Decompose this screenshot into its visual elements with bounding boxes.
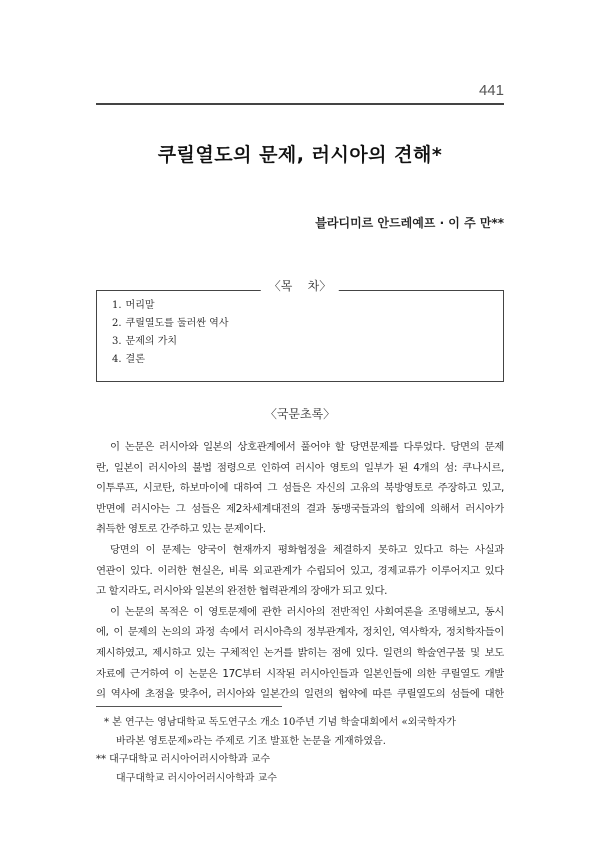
header-rule: [96, 103, 504, 105]
toc-item-label: 문제의 가치: [125, 336, 178, 347]
toc-item: [112, 315, 229, 333]
abstract-line: 반면에 러시아는 그 섬들은 제2차세계대전의 결과 동맹국들과의 합의에 의해서 러시아가: [96, 502, 504, 515]
abstract-line: 이투루프, 시코탄, 하보마이에 대하여 그 섬들은 자신의 고유의 북방영토로 주장하고 있고,: [96, 482, 504, 495]
footnotes: [96, 714, 504, 788]
page-number: 441: [478, 82, 504, 99]
toc-item-number: 1.: [112, 300, 122, 311]
toc-item: [112, 297, 229, 315]
paper-title: 쿠릴열도의 문제, 러시아의 견해*: [157, 144, 443, 166]
abstract-line: 이 논문의 목적은 이 영토문제에 관한 러시아의 전반적인 사회여론을 조명해보고, 동시: [110, 605, 504, 618]
footnote: 바라본 영토문제»라는 주제로 기조 발표한 논문을 게재하였음.: [116, 735, 386, 747]
abstract-line: 연관이 있다. 이러한 현실은, 비록 외교관계가 수립되어 있고, 경제교류가 이루어지고 있다: [96, 564, 504, 577]
abstract-line: 란, 일본이 러시아의 불법 점령으로 인하여 러시아 영토의 일부가 된 4개의 섬: 쿠나시르,: [96, 461, 504, 474]
toc-item-label: 쿠릴열도를 둘러싼 역사: [125, 318, 229, 329]
toc-item-number: 3.: [112, 336, 122, 347]
abstract-body: [96, 437, 504, 705]
toc-title: 〈목 차〉: [261, 277, 339, 294]
abstract-line: 취득한 영토로 간주하고 있는 문제이다.: [96, 523, 266, 536]
toc-item-label: 머리말: [125, 300, 155, 311]
abstract-line: 당면의 이 문제는 양국이 현재까지 평화협정을 체결하지 못하고 있다고 하는 사실과: [110, 543, 504, 556]
abstract-line: 의 역사에 초점을 맞추어, 러시아와 일본간의 일련의 협약에 따른 쿠릴열도의 섬들에 대한: [96, 688, 504, 701]
toc-item: [112, 333, 229, 351]
footnote: 대구대학교 러시아어러시아학과 교수: [116, 772, 277, 784]
abstract-line: 에, 이 문제의 논의의 과정 속에서 러시아측의 정부관계자, 정치인, 역사학자, 정치학자들이: [96, 626, 504, 639]
abstract-line: 제시하였고, 제시하고 있는 구체적인 논거를 밝히는 점에 있다. 일련의 학술연구물 및 보도: [96, 646, 504, 659]
toc-list: [112, 297, 229, 369]
toc-item-label: 결론: [125, 354, 145, 365]
toc-item: [112, 351, 229, 369]
footnote: * 본 연구는 영남대학교 독도연구소 개소 10주년 기념 학술대회에서 «외국학자가: [104, 717, 456, 728]
footnote-rule: [96, 706, 282, 707]
abstract-heading: 〈국문초록〉: [264, 407, 336, 421]
author-line: 블라디미르 안드레예프 · 이 주 만**: [315, 216, 504, 230]
abstract-line: 자료에 근거하여 이 논문은 17C부터 시작된 러시아인들과 일본인들에 의한 쿠릴열도 개발: [96, 667, 504, 680]
toc-item-number: 2.: [112, 318, 122, 329]
abstract-line: 고 할지라도, 러시아와 일본의 완전한 협력관계의 장애가 되고 있다.: [96, 585, 388, 598]
footnote: ** 대구대학교 러시아어러시아학과 교수: [96, 754, 271, 765]
abstract-line: 이 논문은 러시아와 일본의 상호관계에서 풀어야 할 당면문제를 다루었다. 당면의 문제: [110, 441, 504, 453]
toc-item-number: 4.: [112, 354, 122, 365]
